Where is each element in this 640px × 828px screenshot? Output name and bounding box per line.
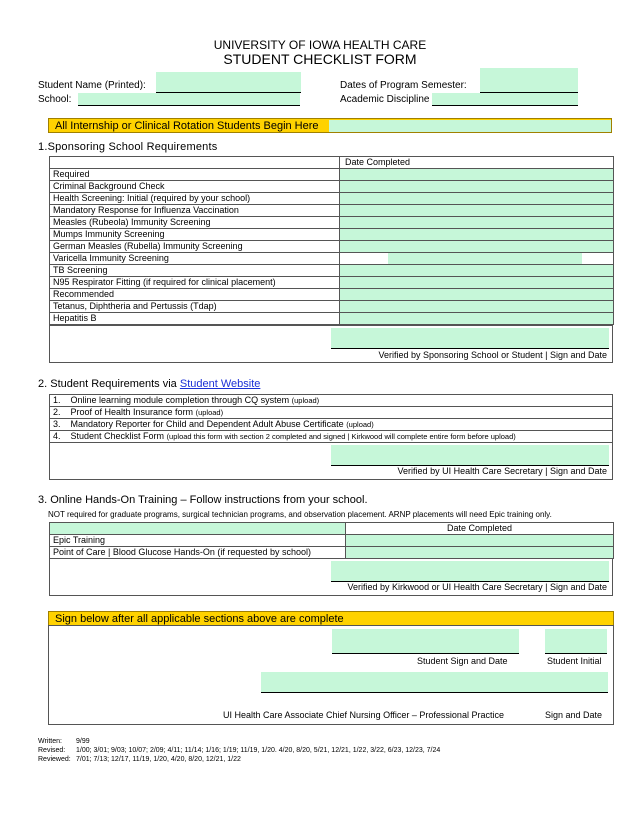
revision-history	[38, 737, 440, 764]
banner-fill-field[interactable]	[329, 120, 611, 132]
sign-banner-text: Sign below after all applicable sections above are complete	[55, 613, 344, 625]
date-field[interactable]	[340, 253, 614, 265]
row-label: Recommended	[50, 289, 340, 301]
table-row	[50, 253, 614, 265]
row-label: Criminal Background Check	[50, 181, 340, 193]
revised-dates: 1/00; 3/01; 9/03; 10/07; 2/09; 4/11; 11/14; 1/16; 1/19; 11/19, 1/20. 4/20, 8/20, 5/21, 12/21, 1/22, 3/22, 6/23, 12/23, 7/24	[76, 747, 441, 754]
table-row	[50, 217, 614, 229]
table-row	[50, 535, 614, 547]
row-label: Measles (Rubeola) Immunity Screening	[50, 217, 340, 229]
row-label: N95 Respirator Fitting (if required for clinical placement)	[50, 277, 340, 289]
row-label: Mumps Immunity Screening	[50, 229, 340, 241]
form-title: STUDENT CHECKLIST FORM	[223, 51, 417, 67]
date-field[interactable]	[346, 535, 614, 547]
date-field[interactable]	[340, 169, 614, 181]
row-label: German Measles (Rubella) Immunity Screening	[50, 241, 340, 253]
student-sign-label: Student Sign and Date	[417, 656, 508, 666]
item-number: 1.	[50, 395, 68, 407]
item-note: (upload)	[195, 408, 224, 417]
date-field[interactable]	[340, 229, 614, 241]
table-row	[50, 241, 614, 253]
student-initial-field[interactable]	[545, 629, 607, 654]
reviewed-dates: 7/01; 7/13; 12/17, 11/19, 1/20, 4/20, 8/20, 12/21, 1/22	[76, 756, 241, 763]
dates-field[interactable]	[480, 68, 578, 93]
written-date: 9/99	[76, 738, 90, 745]
begin-banner-text: All Internship or Clinical Rotation Students Begin Here	[55, 120, 319, 132]
table-row	[50, 205, 614, 217]
section3-signature-field[interactable]	[331, 561, 609, 582]
row-label: Point of Care | Blood Glucose Hands-On (if requested by school)	[50, 547, 346, 559]
header-fill-field[interactable]	[50, 523, 346, 535]
date-field[interactable]	[340, 193, 614, 205]
student-website-link[interactable]: Student Website	[179, 378, 261, 390]
cno-sign-label: UI Health Care Associate Chief Nursing Officer – Professional Practice	[223, 710, 504, 720]
row-label: Mandatory Response for Influenza Vaccination	[50, 205, 340, 217]
section1-verify-box	[49, 325, 613, 363]
table-row	[50, 419, 613, 431]
section2-verify-label: Verified by UI Health Care Secretary | Sign and Date	[397, 466, 607, 476]
table-row	[50, 547, 614, 559]
written-label: Written:	[38, 738, 62, 745]
school-field[interactable]	[78, 93, 300, 106]
section3-verify-box	[49, 558, 613, 596]
item-text: Student Checklist Form	[70, 431, 165, 441]
discipline-label: Academic Discipline	[340, 94, 430, 105]
item-note: (upload)	[291, 396, 320, 405]
date-field[interactable]	[346, 547, 614, 559]
cno-signature-field[interactable]	[261, 672, 608, 693]
dates-label: Dates of Program Semester:	[340, 80, 467, 91]
table-row	[50, 289, 614, 301]
item-text: Mandatory Reporter for Child and Dependent Adult Abuse Certificate	[70, 419, 344, 429]
date-field[interactable]	[340, 205, 614, 217]
section2-signature-field[interactable]	[331, 445, 609, 466]
item-note: (upload this form with section 2 completed and signed | Kirkwood will complete entire form before upload)	[166, 432, 516, 441]
item-text: Proof of Health Insurance form	[70, 407, 194, 417]
table-row	[50, 301, 614, 313]
row-label: Epic Training	[50, 535, 346, 547]
row-label: Health Screening: Initial (required by your school)	[50, 193, 340, 205]
row-label: TB Screening	[50, 265, 340, 277]
item-number: 4.	[50, 431, 68, 443]
student-requirements-table	[49, 394, 613, 443]
student-signature-field[interactable]	[332, 629, 519, 654]
section3-verify-label: Verified by Kirkwood or UI Health Care Secretary | Sign and Date	[347, 582, 607, 592]
table-row	[50, 313, 614, 325]
cno-date-label: Sign and Date	[545, 710, 603, 720]
section2-heading	[38, 378, 260, 390]
item-number: 3.	[50, 419, 68, 431]
org-name: UNIVERSITY OF IOWA HEALTH CARE	[213, 38, 427, 52]
begin-banner	[48, 118, 612, 133]
table-row	[50, 193, 614, 205]
section2-heading-text: 2. Student Requirements via	[38, 378, 180, 390]
table-row	[50, 169, 614, 181]
student-name-field[interactable]	[156, 72, 301, 93]
date-field[interactable]	[340, 241, 614, 253]
row-label: Required	[50, 169, 340, 181]
section2-verify-box	[49, 442, 613, 480]
date-field[interactable]	[340, 265, 614, 277]
student-initial-label: Student Initial	[547, 656, 602, 666]
item-number: 2.	[50, 407, 68, 419]
table-row	[50, 407, 613, 419]
section1-verify-label: Verified by Sponsoring School or Student | Sign and Date	[378, 350, 607, 360]
table-row	[50, 181, 614, 193]
row-label: Varicella Immunity Screening	[50, 253, 340, 265]
sponsoring-requirements-table	[49, 156, 614, 325]
table-row	[50, 395, 613, 407]
section1-heading: 1.Sponsoring School Requirements	[38, 141, 218, 153]
sign-banner	[48, 611, 614, 626]
table-row	[50, 277, 614, 289]
discipline-field[interactable]	[432, 93, 578, 106]
revised-label: Revised:	[38, 747, 66, 754]
date-field[interactable]	[340, 217, 614, 229]
student-name-label: Student Name (Printed):	[38, 80, 146, 91]
section3-note: NOT required for graduate programs, surgical technician programs, and observation placement. ARNP placements will need Epic training only.	[48, 510, 552, 519]
row-label: Hepatitis B	[50, 313, 340, 325]
table-row	[50, 265, 614, 277]
hands-on-training-table	[49, 522, 614, 559]
item-text: Online learning module completion through CQ system	[70, 395, 290, 405]
date-completed-header: Date Completed	[340, 157, 614, 169]
date-field[interactable]	[340, 301, 614, 313]
section1-signature-field[interactable]	[331, 328, 609, 349]
date-field[interactable]	[340, 289, 614, 301]
item-note: (upload)	[346, 420, 374, 429]
school-label: School:	[38, 94, 72, 105]
date-field[interactable]	[340, 181, 614, 193]
sign-box	[48, 625, 614, 725]
date-field[interactable]	[340, 277, 614, 289]
reviewed-label: Reviewed:	[38, 756, 71, 763]
date-completed-header: Date Completed	[346, 523, 614, 535]
table-row	[50, 431, 613, 443]
row-label: Tetanus, Diphtheria and Pertussis (Tdap)	[50, 301, 340, 313]
section3-heading: 3. Online Hands-On Training – Follow instructions from your school.	[38, 494, 368, 506]
table-row	[50, 229, 614, 241]
date-field[interactable]	[340, 313, 614, 325]
